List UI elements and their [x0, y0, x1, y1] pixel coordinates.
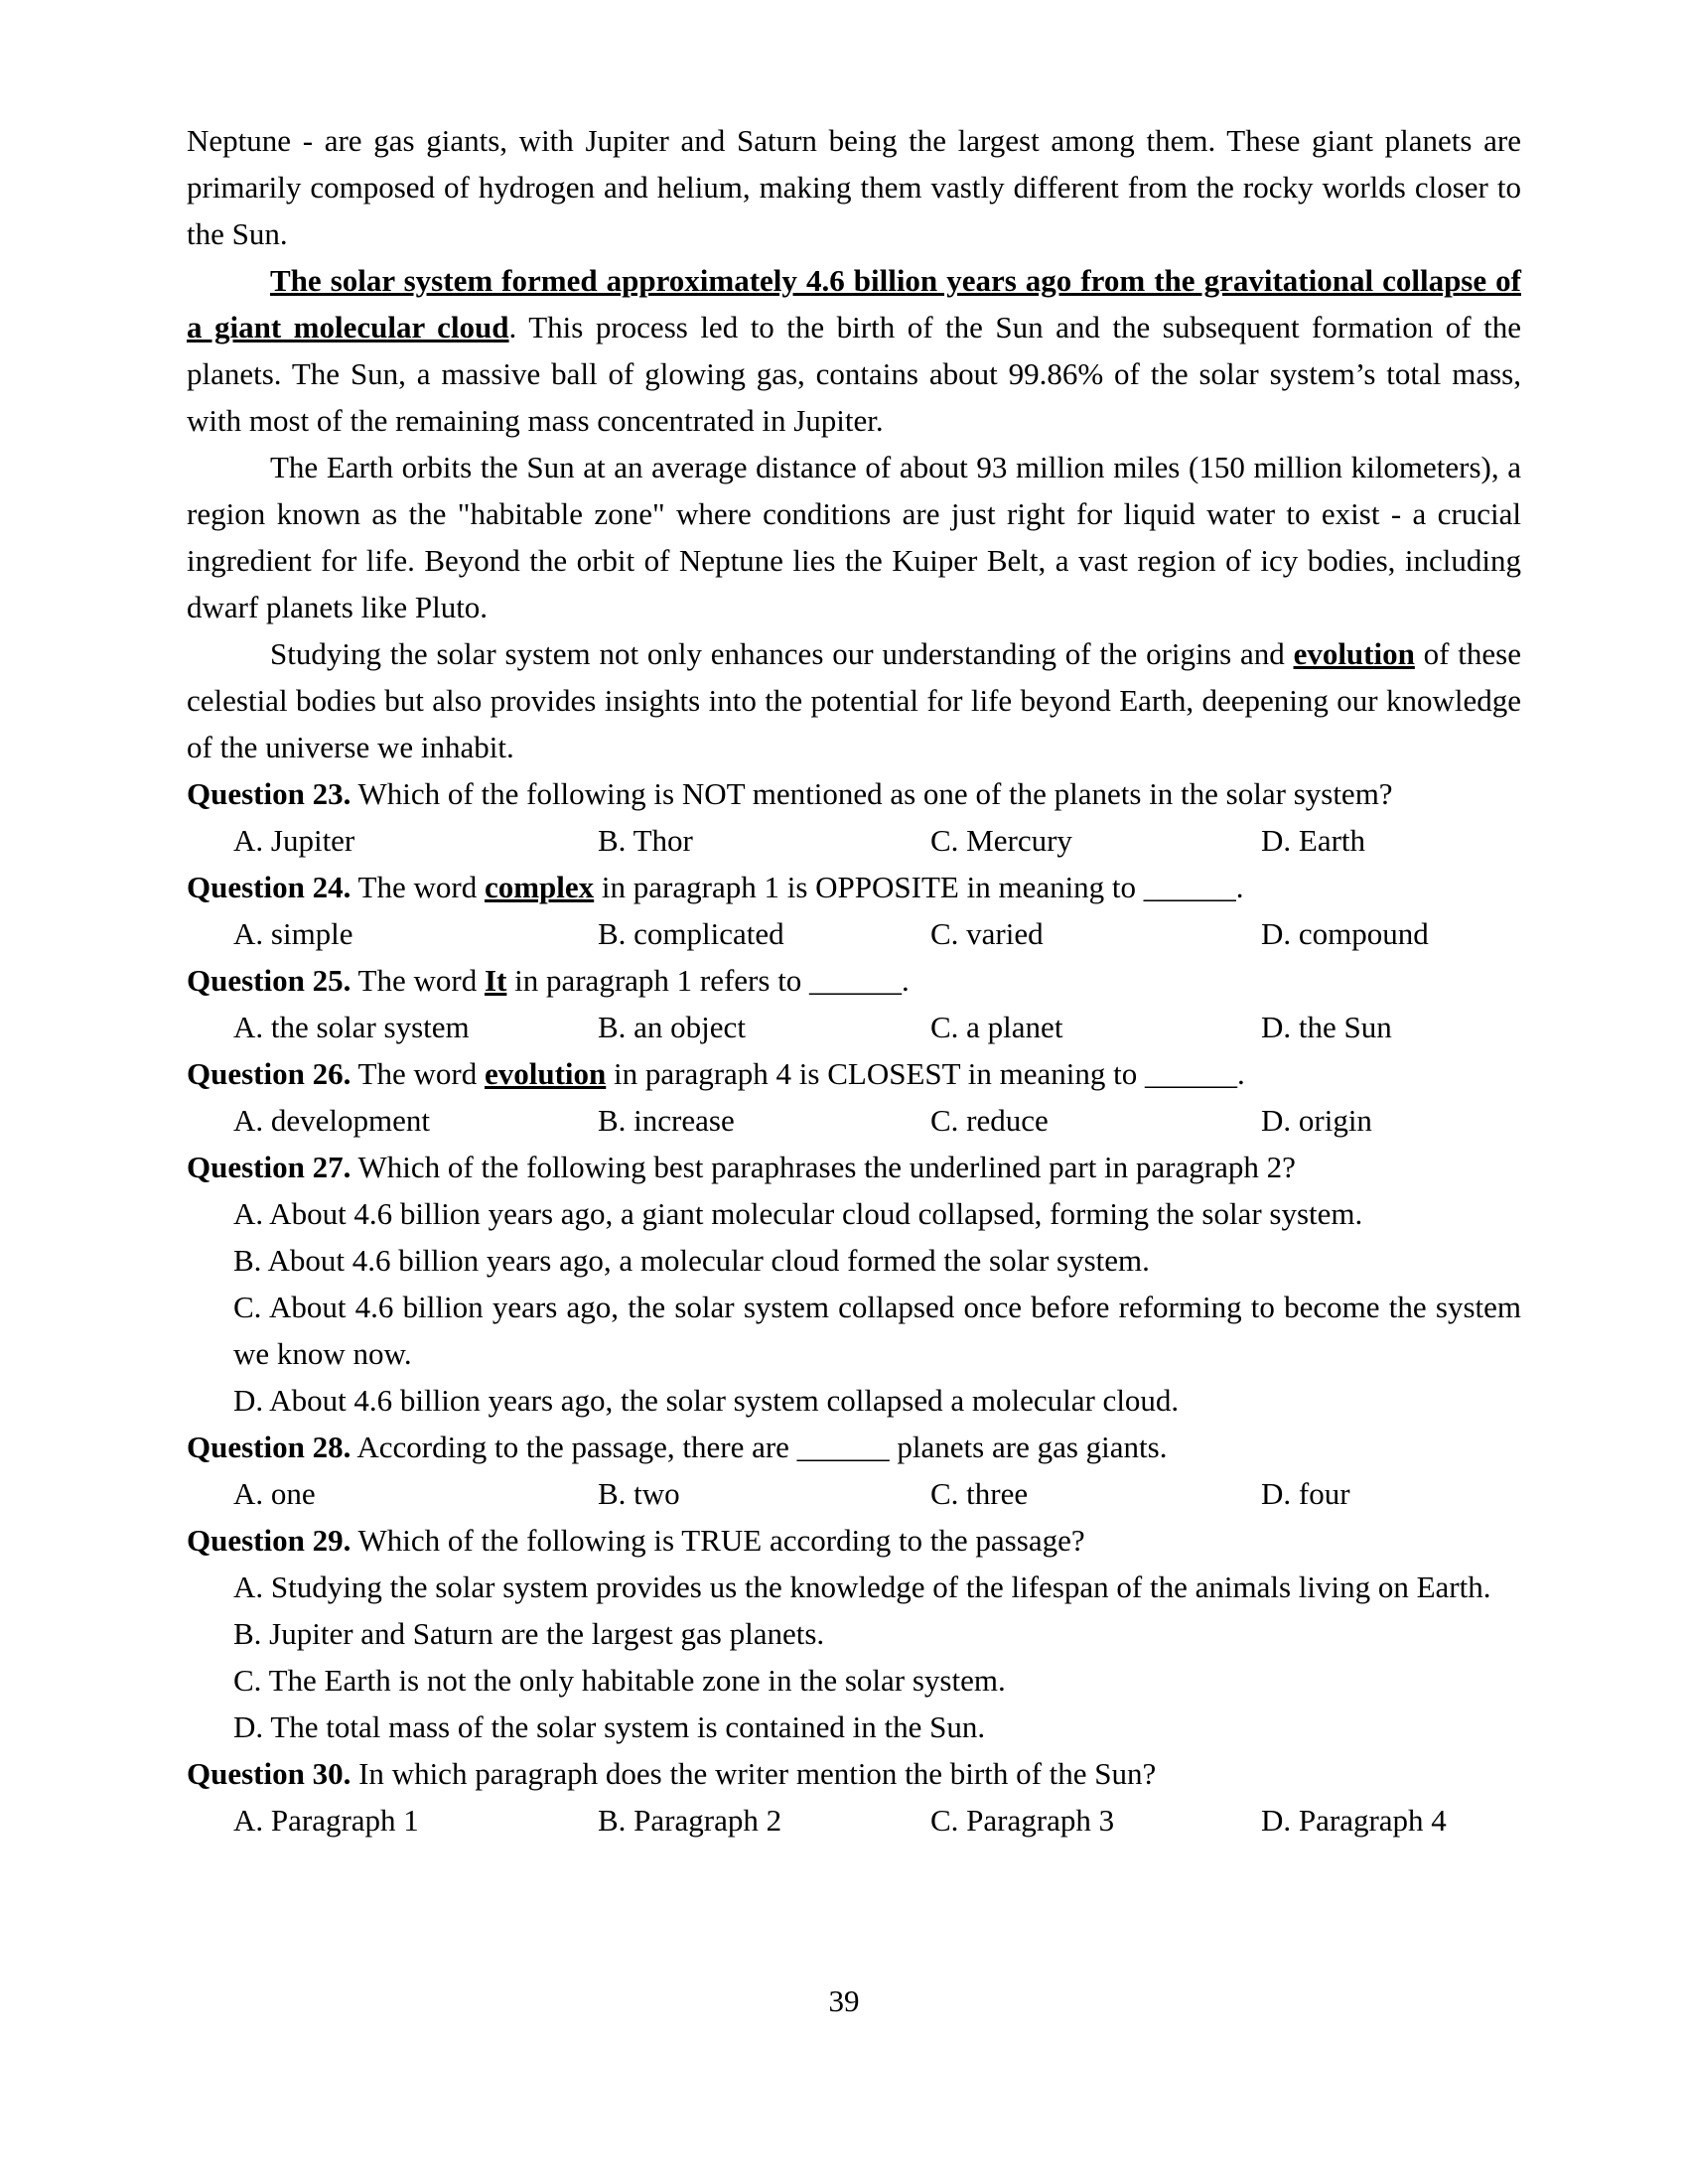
text-run: The word: [351, 963, 485, 998]
answer-option: A. Paragraph 1: [233, 1803, 419, 1838]
question-stem: [187, 957, 1521, 1004]
answer-option: C. a planet: [930, 1010, 1063, 1044]
question-stem: [187, 864, 1521, 910]
answer-option: B. complicated: [598, 916, 784, 951]
answer-option: B. increase: [598, 1103, 735, 1138]
text-run: Which of the following best paraphrases the underlined part in paragraph 2?: [351, 1150, 1296, 1184]
answer-option: C. varied: [930, 916, 1044, 951]
question-stem: [187, 1050, 1521, 1097]
question-label: Question 28.: [187, 1430, 352, 1464]
text-run: in paragraph 1 is OPPOSITE in meaning to ______.: [594, 870, 1244, 904]
answer-option: B. Thor: [598, 823, 693, 858]
options-row: [187, 910, 1521, 957]
answer-option: B. Jupiter and Saturn are the largest gas planets.: [233, 1616, 825, 1651]
question-label: Question 30.: [187, 1756, 352, 1791]
answer-option: B. Paragraph 2: [598, 1803, 782, 1838]
options-row: [187, 817, 1521, 864]
questions: [187, 770, 1521, 1843]
question-28: [187, 1424, 1521, 1517]
question-29: [187, 1517, 1521, 1750]
answer-option: D. compound: [1261, 916, 1429, 951]
text-run: Neptune - are gas giants, with Jupiter and Saturn being the largest among them. These giant planets are primarily composed of hydrogen and helium, making them vastly different from the rocky worlds closer to the Sun.: [187, 123, 1521, 251]
passage-paragraph: [187, 444, 1521, 630]
passage-paragraph: [187, 630, 1521, 770]
text-run: The word: [351, 1056, 485, 1091]
answer-option: D. Earth: [1261, 823, 1366, 858]
answer-option: A. Jupiter: [233, 823, 355, 858]
options-row: [187, 1004, 1521, 1050]
text-run: of these celestial bodies but also provides insights into the potential for life beyond Earth, deepening our knowledge of the universe we inhabit.: [187, 636, 1521, 764]
question-25: [187, 957, 1521, 1050]
page-number: 39: [828, 1983, 860, 2018]
text-run: In which paragraph does the writer mention the birth of the Sun?: [351, 1756, 1157, 1791]
answer-option: D. the Sun: [1261, 1010, 1392, 1044]
answer-option: D. About 4.6 billion years ago, the solar system collapsed a molecular cloud.: [233, 1383, 1180, 1418]
options-row: [187, 1797, 1521, 1843]
question-23: [187, 770, 1521, 864]
answer-option: D. The total mass of the solar system is contained in the Sun.: [233, 1709, 986, 1744]
options-row: [187, 1470, 1521, 1517]
emphasized-term: It: [484, 963, 507, 998]
text-run: The Earth orbits the Sun at an average distance of about 93 million miles (150 million kilometers), a region known as the "habitable zone" where conditions are just right for liquid water to exist - a crucial ingredient for life. Beyond the orbit of Neptune lies the Kuiper Belt, a vast region of icy bodies, including dwarf planets like Pluto.: [187, 450, 1521, 624]
passage: [187, 0, 1521, 770]
answer-option: B. two: [598, 1476, 680, 1511]
answer-option: A. development: [233, 1103, 431, 1138]
question-stem: [187, 770, 1521, 817]
answer-option: C. Mercury: [930, 823, 1072, 858]
answer-option: C. reduce: [930, 1103, 1049, 1138]
question-label: Question 24.: [187, 870, 352, 904]
answer-option: D. Paragraph 4: [1261, 1803, 1447, 1838]
answer-option: A. the solar system: [233, 1010, 470, 1044]
answer-option: B. an object: [598, 1010, 746, 1044]
text-run: Which of the following is TRUE according to the passage?: [351, 1523, 1085, 1558]
question-label: Question 26.: [187, 1056, 352, 1091]
question-24: [187, 864, 1521, 957]
emphasized-term: The solar system formed approximately 4.6 billion years ago from the gravitational collapse of a giant molecular cloud: [187, 263, 1521, 344]
answer-option: D. four: [1261, 1476, 1350, 1511]
answer-option: C. About 4.6 billion years ago, the solar system collapsed once before reforming to become the system we know now.: [233, 1290, 1521, 1371]
text-run: in paragraph 1 refers to ______.: [506, 963, 910, 998]
question-stem: [187, 1144, 1521, 1190]
answer-option: A. simple: [233, 916, 353, 951]
emphasized-term: evolution: [484, 1056, 607, 1091]
answer-option: A. Studying the solar system provides us the knowledge of the lifespan of the animals living on Earth.: [233, 1570, 1491, 1604]
question-label: Question 23.: [187, 776, 352, 811]
passage-paragraph: [187, 257, 1521, 444]
text-run: in paragraph 4 is CLOSEST in meaning to ______.: [606, 1056, 1245, 1091]
text-run: Studying the solar system not only enhances our understanding of the origins and: [270, 636, 1294, 671]
emphasized-term: complex: [484, 870, 595, 904]
question-label: Question 27.: [187, 1150, 352, 1184]
text-run: According to the passage, there are ______ planets are gas giants.: [351, 1430, 1168, 1464]
question-26: [187, 1050, 1521, 1144]
text-run: . This process led to the birth of the Sun and the subsequent formation of the planets. The Sun, a massive ball of glowing gas, contains about 99.86% of the solar system’s total mass, with most of the remaining mass concentrated in Jupiter.: [187, 310, 1521, 438]
question-30: [187, 1750, 1521, 1843]
question-stem: [187, 1750, 1521, 1797]
passage-paragraph: [187, 117, 1521, 257]
answer-option: D. origin: [1261, 1103, 1372, 1138]
answer-option: C. three: [930, 1476, 1029, 1511]
question-stem: [187, 1517, 1521, 1564]
answer-option: A. About 4.6 billion years ago, a giant molecular cloud collapsed, forming the solar system.: [233, 1196, 1363, 1231]
question-stem: [187, 1424, 1521, 1470]
text-run: The word: [351, 870, 485, 904]
question-label: Question 25.: [187, 963, 352, 998]
answer-option: B. About 4.6 billion years ago, a molecular cloud formed the solar system.: [233, 1243, 1150, 1278]
emphasized-term: evolution: [1293, 636, 1415, 671]
answer-option: C. The Earth is not the only habitable zone in the solar system.: [233, 1663, 1006, 1698]
options-row: [187, 1097, 1521, 1144]
question-label: Question 29.: [187, 1523, 352, 1558]
question-27: [187, 1144, 1521, 1424]
answer-option: A. one: [233, 1476, 316, 1511]
answer-option: C. Paragraph 3: [930, 1803, 1115, 1838]
text-run: Which of the following is NOT mentioned as one of the planets in the solar system?: [351, 776, 1393, 811]
